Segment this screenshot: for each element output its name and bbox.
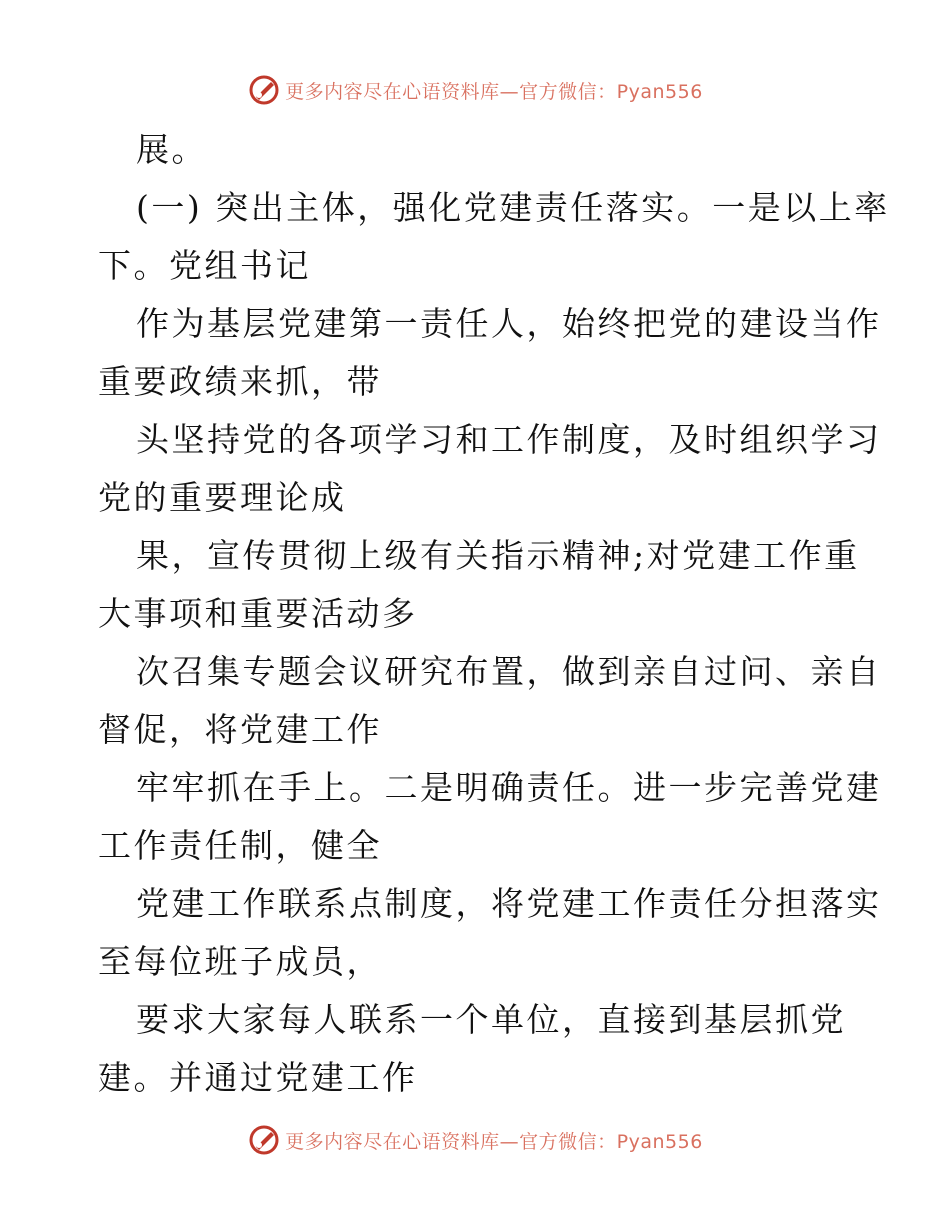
text-line: 督促，将党建工作 [98,710,382,749]
footer-watermark [0,1120,950,1160]
text-line: 头坚持党的各项学习和工作制度，及时组织学习 [136,420,882,459]
document-body [98,121,890,1107]
header-watermark-text: 更多内容尽在心语资料库—官方微信：Pyan556 [285,80,703,103]
text-line: 至每位班子成员， [98,942,382,981]
text-line: 大事项和重要活动多 [98,594,418,633]
text-line: 党的重要理论成 [98,478,347,517]
text-line: 工作责任制，健全 [98,826,382,865]
text-line: (一) 突出主体，强化党建责任落实。一是以上率 [136,188,890,227]
text-line: 下。党组书记 [98,246,311,285]
header-watermark [0,70,950,110]
brand-logo-icon [247,1123,281,1157]
text-line: 重要政绩来抓，带 [98,362,382,401]
text-line: 牢牢抓在手上。二是明确责任。进一步完善党建 [136,768,882,807]
brand-logo-icon [247,73,281,107]
text-line: 建。并通过党建工作 [98,1058,418,1097]
text-line: 作为基层党建第一责任人，始终把党的建设当作 [136,304,882,343]
text-line: 要求大家每人联系一个单位，直接到基层抓党 [136,1000,846,1039]
text-line: 展。 [136,130,207,169]
footer-watermark-text: 更多内容尽在心语资料库—官方微信：Pyan556 [285,1130,703,1153]
text-line: 党建工作联系点制度，将党建工作责任分担落实 [136,884,882,923]
text-line: 果，宣传贯彻上级有关指示精神;对党建工作重 [136,536,860,575]
text-line: 次召集专题会议研究布置，做到亲自过问、亲自 [136,652,882,691]
